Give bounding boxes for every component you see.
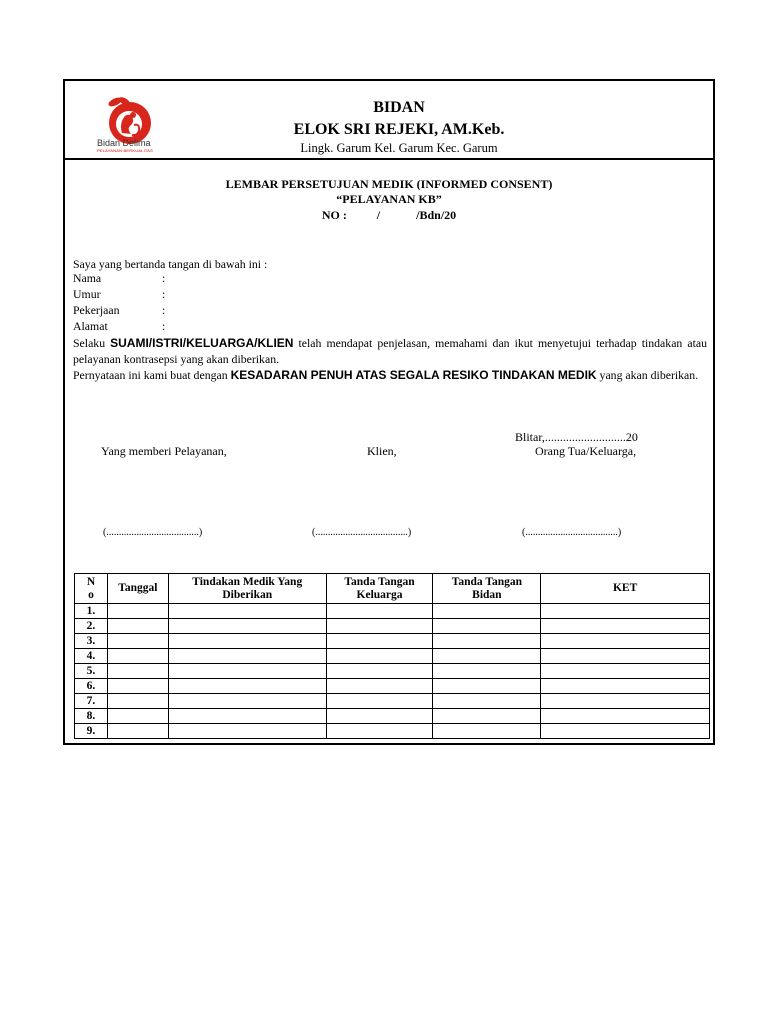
table-row xyxy=(75,664,710,679)
cell-action[interactable] xyxy=(168,604,326,619)
header-midwife-signature: Tanda Tangan Bidan xyxy=(433,574,541,604)
letterhead-title: BIDAN xyxy=(373,99,425,116)
field-age[interactable] xyxy=(73,287,166,302)
field-label: Umur xyxy=(73,287,101,301)
signature-line-client[interactable]: (.....................................) xyxy=(312,527,412,538)
cell-date[interactable] xyxy=(107,619,168,634)
row-number: 7. xyxy=(75,694,108,709)
medical-action-table xyxy=(74,573,710,739)
cell-notes[interactable] xyxy=(541,604,710,619)
table-header-row xyxy=(75,574,710,604)
cell-family-signature[interactable] xyxy=(326,604,433,619)
field-separator: : xyxy=(162,271,166,285)
signature-family-label: Orang Tua/Keluarga, xyxy=(535,444,637,458)
place-date: Blitar,...........................20 xyxy=(515,430,638,444)
cell-family-signature[interactable] xyxy=(326,634,433,649)
cell-notes[interactable] xyxy=(541,619,710,634)
cell-midwife-signature[interactable] xyxy=(433,649,541,664)
table-row xyxy=(75,724,710,739)
row-number: 9. xyxy=(75,724,108,739)
cell-date[interactable] xyxy=(107,664,168,679)
cell-midwife-signature[interactable] xyxy=(433,724,541,739)
cell-date[interactable] xyxy=(107,634,168,649)
logo-text: Bidan Delima xyxy=(97,138,151,148)
cell-midwife-signature[interactable] xyxy=(433,709,541,724)
field-label: Alamat xyxy=(73,319,108,333)
table-row xyxy=(75,619,710,634)
table-row xyxy=(75,709,710,724)
consent-form-document xyxy=(63,79,715,745)
cell-action[interactable] xyxy=(168,724,326,739)
logo-subtext: PELAYANAN BERKUALITAS xyxy=(97,148,153,153)
midwife-address: Lingk. Garum Kel. Garum Kec. Garum xyxy=(300,141,498,155)
cell-midwife-signature[interactable] xyxy=(433,604,541,619)
field-label: Nama xyxy=(73,271,102,285)
field-label: Pekerjaan xyxy=(73,303,120,317)
signature-provider-label: Yang memberi Pelayanan, xyxy=(101,444,227,458)
statement-emphasis: KESADARAN PENUH ATAS SEGALA RESIKO TINDAKAN MEDIK xyxy=(230,368,597,382)
cell-notes[interactable] xyxy=(541,679,710,694)
cell-date[interactable] xyxy=(107,694,168,709)
cell-notes[interactable] xyxy=(541,709,710,724)
cell-family-signature[interactable] xyxy=(326,664,433,679)
cell-midwife-signature[interactable] xyxy=(433,634,541,649)
cell-family-signature[interactable] xyxy=(326,709,433,724)
row-number: 2. xyxy=(75,619,108,634)
row-number: 6. xyxy=(75,679,108,694)
header-no: N o xyxy=(75,574,108,604)
field-name[interactable] xyxy=(73,271,166,286)
cell-midwife-signature[interactable] xyxy=(433,679,541,694)
statement-prefix: Pernyataan ini kami buat dengan xyxy=(73,368,228,382)
field-address[interactable] xyxy=(73,319,166,334)
header-family-signature: Tanda Tangan Keluarga xyxy=(326,574,433,604)
intro-text: Saya yang bertanda tangan di bawah ini : xyxy=(73,257,268,271)
table-row xyxy=(75,679,710,694)
cell-date[interactable] xyxy=(107,709,168,724)
signature-client-label: Klien, xyxy=(367,444,397,458)
cell-notes[interactable] xyxy=(541,664,710,679)
form-number: NO : / /Bdn/20 xyxy=(321,208,457,222)
statement-suffix: yang akan diberikan. xyxy=(599,368,699,382)
cell-action[interactable] xyxy=(168,634,326,649)
table-row xyxy=(75,649,710,664)
field-separator: : xyxy=(162,319,166,333)
cell-family-signature[interactable] xyxy=(326,724,433,739)
table-row xyxy=(75,634,710,649)
cell-notes[interactable] xyxy=(541,694,710,709)
letterhead xyxy=(65,81,713,160)
row-number: 4. xyxy=(75,649,108,664)
cell-family-signature[interactable] xyxy=(326,694,433,709)
cell-date[interactable] xyxy=(107,724,168,739)
cell-action[interactable] xyxy=(168,694,326,709)
cell-date[interactable] xyxy=(107,679,168,694)
consent-suffix: telah mendapat penjelasan, memahami dan ikut menyetujui terhadap tindakan atau pelayanan kontrasepsi yang akan diberikan. xyxy=(73,336,708,366)
row-number: 8. xyxy=(75,709,108,724)
consent-prefix: Selaku xyxy=(73,336,106,350)
cell-notes[interactable] xyxy=(541,634,710,649)
header-date: Tanggal xyxy=(107,574,168,604)
row-number: 3. xyxy=(75,634,108,649)
cell-date[interactable] xyxy=(107,604,168,619)
header-notes: KET xyxy=(541,574,710,604)
cell-midwife-signature[interactable] xyxy=(433,694,541,709)
header-medical-action: Tindakan Medik Yang Diberikan xyxy=(168,574,326,604)
cell-action[interactable] xyxy=(168,619,326,634)
cell-notes[interactable] xyxy=(541,724,710,739)
cell-family-signature[interactable] xyxy=(326,619,433,634)
cell-action[interactable] xyxy=(168,679,326,694)
signature-line-family[interactable]: (.....................................) xyxy=(522,527,622,538)
cell-date[interactable] xyxy=(107,649,168,664)
consent-role: SUAMI/ISTRI/KELUARGA/KLIEN xyxy=(110,336,294,350)
cell-action[interactable] xyxy=(168,649,326,664)
table-row xyxy=(75,694,710,709)
signature-line-provider[interactable]: (.....................................) xyxy=(103,527,203,538)
field-occupation[interactable] xyxy=(73,303,166,318)
cell-action[interactable] xyxy=(168,709,326,724)
cell-family-signature[interactable] xyxy=(326,679,433,694)
consent-paragraph xyxy=(73,335,707,367)
field-separator: : xyxy=(162,287,166,301)
table-row xyxy=(75,604,710,619)
row-number: 5. xyxy=(75,664,108,679)
form-title: LEMBAR PERSETUJUAN MEDIK (INFORMED CONSENT) xyxy=(225,177,553,191)
cell-midwife-signature[interactable] xyxy=(433,619,541,634)
cell-family-signature[interactable] xyxy=(326,649,433,664)
row-number: 1. xyxy=(75,604,108,619)
cell-notes[interactable] xyxy=(541,649,710,664)
midwife-name: ELOK SRI REJEKI, AM.Keb. xyxy=(293,121,505,138)
form-subtitle: “PELAYANAN KB” xyxy=(336,192,442,206)
cell-midwife-signature[interactable] xyxy=(433,664,541,679)
field-separator: : xyxy=(162,303,166,317)
cell-action[interactable] xyxy=(168,664,326,679)
table-body xyxy=(75,604,710,739)
statement-paragraph xyxy=(73,367,707,383)
